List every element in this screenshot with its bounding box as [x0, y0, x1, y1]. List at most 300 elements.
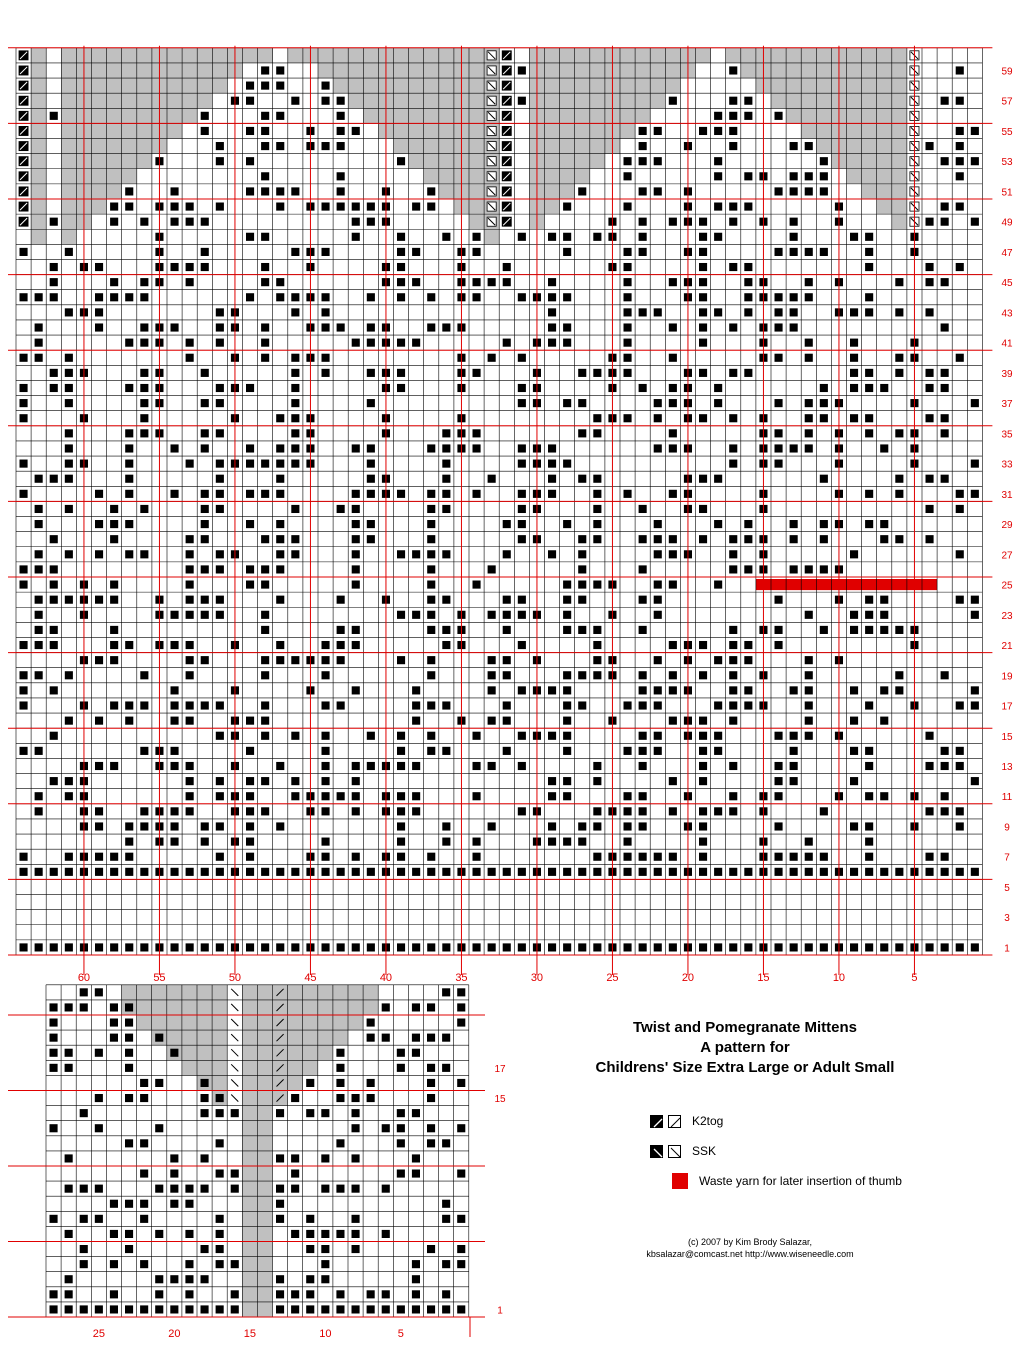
thumb-dark-stitch [80, 988, 88, 996]
dark-stitch [322, 792, 330, 800]
dark-stitch [593, 414, 601, 422]
dark-stitch [246, 838, 254, 846]
dark-stitch [261, 112, 269, 120]
dark-stitch [65, 444, 73, 452]
dark-stitch [291, 308, 299, 316]
dark-stitch [186, 868, 194, 876]
dark-stitch [412, 792, 420, 800]
row-label: 1 [1004, 943, 1010, 955]
dark-stitch [548, 838, 556, 846]
dark-stitch [790, 686, 798, 694]
thumb-dark-stitch [216, 1215, 224, 1223]
dark-stitch [699, 323, 707, 331]
dark-stitch [201, 868, 209, 876]
thumb-dark-stitch [427, 1094, 435, 1102]
dark-stitch [322, 868, 330, 876]
dark-stitch [669, 807, 677, 815]
dark-stitch [865, 520, 873, 528]
dark-stitch [201, 263, 209, 271]
thumb-dark-stitch [382, 1185, 390, 1193]
dark-stitch [261, 717, 269, 725]
dark-stitch [110, 943, 118, 951]
dark-stitch [50, 293, 58, 301]
dark-stitch [216, 308, 224, 316]
dark-stitch [276, 490, 284, 498]
thumb-dark-stitch [397, 1305, 405, 1313]
thumb-dark-stitch [95, 1094, 103, 1102]
dark-stitch [442, 233, 450, 241]
no-stitch-cell [394, 139, 500, 154]
thumb-dark-stitch [336, 1290, 344, 1298]
dark-stitch [352, 626, 360, 634]
dark-stitch [95, 656, 103, 664]
dark-stitch [140, 807, 148, 815]
dark-stitch [397, 369, 405, 377]
dark-stitch [850, 777, 858, 785]
dark-stitch [805, 868, 813, 876]
dark-stitch [790, 565, 798, 573]
thumb-dark-stitch [216, 1170, 224, 1178]
dark-stitch [322, 323, 330, 331]
thumb-dark-stitch [140, 1139, 148, 1147]
dark-stitch [20, 943, 28, 951]
dark-stitch [427, 747, 435, 755]
thumb-dark-stitch [95, 1305, 103, 1313]
thumb-dark-stitch [201, 1109, 209, 1117]
dark-stitch [95, 490, 103, 498]
dark-stitch [110, 626, 118, 634]
dark-stitch [412, 248, 420, 256]
dark-stitch [624, 203, 632, 211]
dark-stitch [805, 248, 813, 256]
dark-stitch [140, 943, 148, 951]
dark-stitch [125, 701, 133, 709]
dark-stitch [261, 263, 269, 271]
dark-stitch [473, 293, 481, 301]
dark-stitch [246, 520, 254, 528]
row-label: 41 [1001, 338, 1013, 350]
dark-stitch [352, 218, 360, 226]
dark-stitch [775, 822, 783, 830]
thumb-dark-stitch [95, 1049, 103, 1057]
dark-stitch [20, 853, 28, 861]
dark-stitch [926, 853, 934, 861]
thumb-dark-stitch [125, 1019, 133, 1027]
dark-stitch [563, 943, 571, 951]
thumb-dark-stitch [65, 1290, 73, 1298]
dark-stitch [291, 293, 299, 301]
dark-stitch [850, 414, 858, 422]
thumb-dark-stitch [291, 1290, 299, 1298]
dark-stitch [850, 626, 858, 634]
dark-stitch [473, 490, 481, 498]
dark-stitch [276, 565, 284, 573]
dark-stitch [865, 853, 873, 861]
dark-stitch [548, 777, 556, 785]
dark-stitch [427, 943, 435, 951]
dark-stitch [427, 671, 435, 679]
thumb-dark-stitch [442, 1215, 450, 1223]
dark-stitch [805, 187, 813, 195]
dark-stitch [171, 807, 179, 815]
dark-stitch [110, 278, 118, 286]
row-label: 51 [1001, 187, 1013, 199]
dark-stitch [503, 671, 511, 679]
dark-stitch [125, 550, 133, 558]
thumb-dark-stitch [80, 1245, 88, 1253]
thumb-dark-stitch [336, 1049, 344, 1057]
thumb-dark-stitch [201, 1275, 209, 1283]
thumb-dark-stitch [95, 1215, 103, 1223]
dark-stitch [352, 565, 360, 573]
dark-stitch [50, 112, 58, 120]
dark-stitch [503, 596, 511, 604]
dark-stitch [397, 838, 405, 846]
dark-stitch [669, 97, 677, 105]
dark-stitch [744, 203, 752, 211]
dark-stitch [563, 626, 571, 634]
thumb-dark-stitch [140, 1215, 148, 1223]
dark-stitch [699, 414, 707, 422]
dark-stitch [805, 172, 813, 180]
thumb-dark-stitch [276, 1275, 284, 1283]
dark-stitch [35, 596, 43, 604]
dark-stitch [473, 868, 481, 876]
dark-stitch [201, 248, 209, 256]
dark-stitch [941, 278, 949, 286]
dark-stitch [322, 308, 330, 316]
thumb-dark-stitch [367, 1305, 375, 1313]
dark-stitch [291, 248, 299, 256]
thumb-row-label: 17 [494, 1063, 506, 1075]
dark-stitch [427, 520, 435, 528]
no-stitch-cell [529, 184, 574, 199]
dark-stitch [639, 732, 647, 740]
dark-stitch [352, 490, 360, 498]
column-label: 30 [530, 972, 544, 984]
thumb-dark-stitch [412, 1275, 420, 1283]
dark-stitch [971, 399, 979, 407]
dark-stitch [412, 203, 420, 211]
thumb-dark-stitch [336, 1064, 344, 1072]
dark-stitch [699, 535, 707, 543]
dark-stitch [322, 762, 330, 770]
thumb-dark-stitch [185, 1200, 193, 1208]
dark-stitch [563, 233, 571, 241]
dark-stitch [397, 747, 405, 755]
dark-stitch [216, 505, 224, 513]
row-label: 53 [1001, 157, 1013, 169]
dark-stitch [322, 248, 330, 256]
dark-stitch [95, 853, 103, 861]
dark-stitch [593, 429, 601, 437]
dark-stitch [805, 686, 813, 694]
dark-stitch [790, 777, 798, 785]
dark-stitch [216, 792, 224, 800]
dark-stitch [125, 868, 133, 876]
dark-stitch [246, 565, 254, 573]
dark-stitch [171, 263, 179, 271]
dark-stitch [186, 792, 194, 800]
thumb-dark-stitch [352, 1245, 360, 1253]
no-stitch-cell [61, 139, 167, 154]
dark-stitch [805, 611, 813, 619]
dark-stitch [518, 233, 526, 241]
dark-stitch [895, 671, 903, 679]
dark-stitch [95, 308, 103, 316]
dark-stitch [110, 853, 118, 861]
dark-stitch [50, 565, 58, 573]
dark-stitch [865, 747, 873, 755]
dark-stitch [125, 520, 133, 528]
no-stitch-cell [31, 78, 46, 93]
dark-stitch [397, 293, 405, 301]
dark-stitch [140, 399, 148, 407]
thumb-dark-stitch [140, 1170, 148, 1178]
dark-stitch [442, 747, 450, 755]
dark-stitch [820, 807, 828, 815]
dark-stitch [397, 943, 405, 951]
dark-stitch [941, 853, 949, 861]
dark-stitch [35, 354, 43, 362]
dark-stitch [442, 838, 450, 846]
dark-stitch [261, 354, 269, 362]
thumb-dark-stitch [155, 1124, 163, 1132]
column-label: 5 [911, 972, 918, 984]
thumb-ssk-mark [231, 1019, 238, 1026]
dark-stitch [50, 641, 58, 649]
dark-stitch [337, 505, 345, 513]
dark-stitch [246, 490, 254, 498]
dark-stitch [397, 868, 405, 876]
dark-stitch [563, 671, 571, 679]
dark-stitch [367, 475, 375, 483]
dark-stitch [639, 686, 647, 694]
dark-stitch [639, 565, 647, 573]
dark-stitch [548, 550, 556, 558]
dark-stitch [593, 641, 601, 649]
dark-stitch [110, 641, 118, 649]
dark-stitch [65, 475, 73, 483]
thumb-dark-stitch [201, 1079, 209, 1087]
dark-stitch [805, 943, 813, 951]
thumb-dark-stitch [140, 1260, 148, 1268]
dark-stitch [201, 822, 209, 830]
dark-stitch [352, 550, 360, 558]
dark-stitch [35, 475, 43, 483]
dark-stitch [473, 429, 481, 437]
thumb-dark-stitch [155, 1275, 163, 1283]
no-stitch-cell [31, 199, 46, 214]
dark-stitch [850, 384, 858, 392]
dark-stitch [880, 596, 888, 604]
dark-stitch [714, 399, 722, 407]
dark-stitch [216, 399, 224, 407]
dark-stitch [518, 293, 526, 301]
dark-stitch [125, 853, 133, 861]
dark-stitch [563, 203, 571, 211]
dark-stitch [956, 943, 964, 951]
dark-stitch [322, 369, 330, 377]
thumb-dark-stitch [155, 1185, 163, 1193]
dark-stitch [397, 490, 405, 498]
row-label: 21 [1001, 641, 1013, 653]
dark-stitch [322, 777, 330, 785]
thumb-dark-stitch [382, 1305, 390, 1313]
no-stitch-cell [741, 63, 907, 78]
dark-stitch [352, 203, 360, 211]
dark-stitch [548, 943, 556, 951]
dark-stitch [578, 822, 586, 830]
dark-stitch [337, 203, 345, 211]
dark-stitch [276, 187, 284, 195]
dark-stitch [65, 248, 73, 256]
dark-stitch [322, 732, 330, 740]
dark-stitch [624, 323, 632, 331]
dark-stitch [850, 943, 858, 951]
thumb-dark-stitch [382, 1034, 390, 1042]
dark-stitch [65, 308, 73, 316]
dark-stitch [729, 218, 737, 226]
dark-stitch [895, 943, 903, 951]
dark-stitch [744, 868, 752, 876]
dark-stitch [624, 354, 632, 362]
dark-stitch [669, 323, 677, 331]
dark-stitch [276, 444, 284, 452]
dark-stitch [352, 505, 360, 513]
dark-stitch [140, 868, 148, 876]
thumb-dark-stitch [457, 1215, 465, 1223]
dark-stitch [488, 717, 496, 725]
dark-stitch [261, 943, 269, 951]
dark-stitch [639, 853, 647, 861]
dark-stitch [714, 127, 722, 135]
row-label: 43 [1001, 308, 1013, 320]
dark-stitch [865, 822, 873, 830]
dark-stitch [624, 308, 632, 316]
dark-stitch [140, 323, 148, 331]
dark-stitch [654, 868, 662, 876]
dark-stitch [171, 762, 179, 770]
dark-stitch [216, 384, 224, 392]
dark-stitch [880, 868, 888, 876]
dark-stitch [578, 535, 586, 543]
dark-stitch [578, 581, 586, 589]
dark-stitch [624, 807, 632, 815]
dark-stitch [397, 339, 405, 347]
thumb-dark-stitch [185, 1185, 193, 1193]
dark-stitch [639, 943, 647, 951]
dark-stitch [578, 868, 586, 876]
dark-stitch [971, 157, 979, 165]
dark-stitch [790, 868, 798, 876]
dark-stitch [699, 777, 707, 785]
dark-stitch [593, 520, 601, 528]
dark-stitch [775, 444, 783, 452]
thumb-dark-stitch [336, 1079, 344, 1087]
dark-stitch [639, 868, 647, 876]
thumb-dark-stitch [110, 1290, 118, 1298]
thumb-dark-stitch [95, 1185, 103, 1193]
dark-stitch [488, 686, 496, 694]
dark-stitch [624, 263, 632, 271]
dark-stitch [624, 853, 632, 861]
column-label: 15 [757, 972, 770, 984]
dark-stitch [699, 308, 707, 316]
dark-stitch [548, 490, 556, 498]
dark-stitch [654, 943, 662, 951]
dark-stitch [50, 686, 58, 694]
no-stitch-cell [61, 108, 197, 123]
dark-stitch [50, 218, 58, 226]
dark-stitch [654, 157, 662, 165]
dark-stitch [95, 520, 103, 528]
thumb-dark-stitch [110, 1019, 118, 1027]
thumb-dark-stitch [185, 1260, 193, 1268]
dark-stitch [744, 369, 752, 377]
thumb-dark-stitch [352, 1094, 360, 1102]
dark-stitch [125, 641, 133, 649]
dark-stitch [654, 747, 662, 755]
dark-stitch [110, 535, 118, 543]
thumb-dark-stitch [352, 1154, 360, 1162]
thumb-dark-stitch [201, 1094, 209, 1102]
dark-stitch [337, 112, 345, 120]
dark-stitch [699, 263, 707, 271]
ssk-light-icon [668, 1145, 681, 1158]
row-label: 45 [1001, 278, 1013, 290]
dark-stitch [926, 263, 934, 271]
thumb-dark-stitch [170, 1170, 178, 1178]
dark-stitch [669, 384, 677, 392]
dark-stitch [639, 807, 647, 815]
dark-stitch [201, 429, 209, 437]
dark-stitch [442, 550, 450, 558]
dark-stitch [261, 339, 269, 347]
dark-stitch [246, 187, 254, 195]
dark-stitch [714, 157, 722, 165]
dark-stitch [503, 656, 511, 664]
dark-stitch [775, 187, 783, 195]
thumb-dark-stitch [231, 1290, 239, 1298]
row-label: 35 [1001, 429, 1013, 441]
dark-stitch [790, 233, 798, 241]
thumb-ssk-mark [231, 1079, 238, 1086]
thumb-dark-stitch [321, 1154, 329, 1162]
dark-stitch [639, 505, 647, 513]
dark-stitch [322, 293, 330, 301]
dark-stitch [926, 369, 934, 377]
dark-stitch [261, 732, 269, 740]
dark-stitch [714, 384, 722, 392]
thumb-dark-stitch [457, 1260, 465, 1268]
thumb-dark-stitch [80, 1305, 88, 1313]
dark-stitch [895, 369, 903, 377]
dark-stitch [956, 807, 964, 815]
dark-stitch [820, 248, 828, 256]
dark-stitch [518, 732, 526, 740]
dark-stitch [352, 686, 360, 694]
dark-stitch [291, 656, 299, 664]
dark-stitch [926, 142, 934, 150]
dark-stitch [261, 278, 269, 286]
dark-stitch [337, 641, 345, 649]
dark-stitch [971, 127, 979, 135]
dark-stitch [125, 838, 133, 846]
dark-stitch [624, 157, 632, 165]
thumb-dark-stitch [125, 1094, 133, 1102]
no-stitch-cell [61, 78, 227, 93]
